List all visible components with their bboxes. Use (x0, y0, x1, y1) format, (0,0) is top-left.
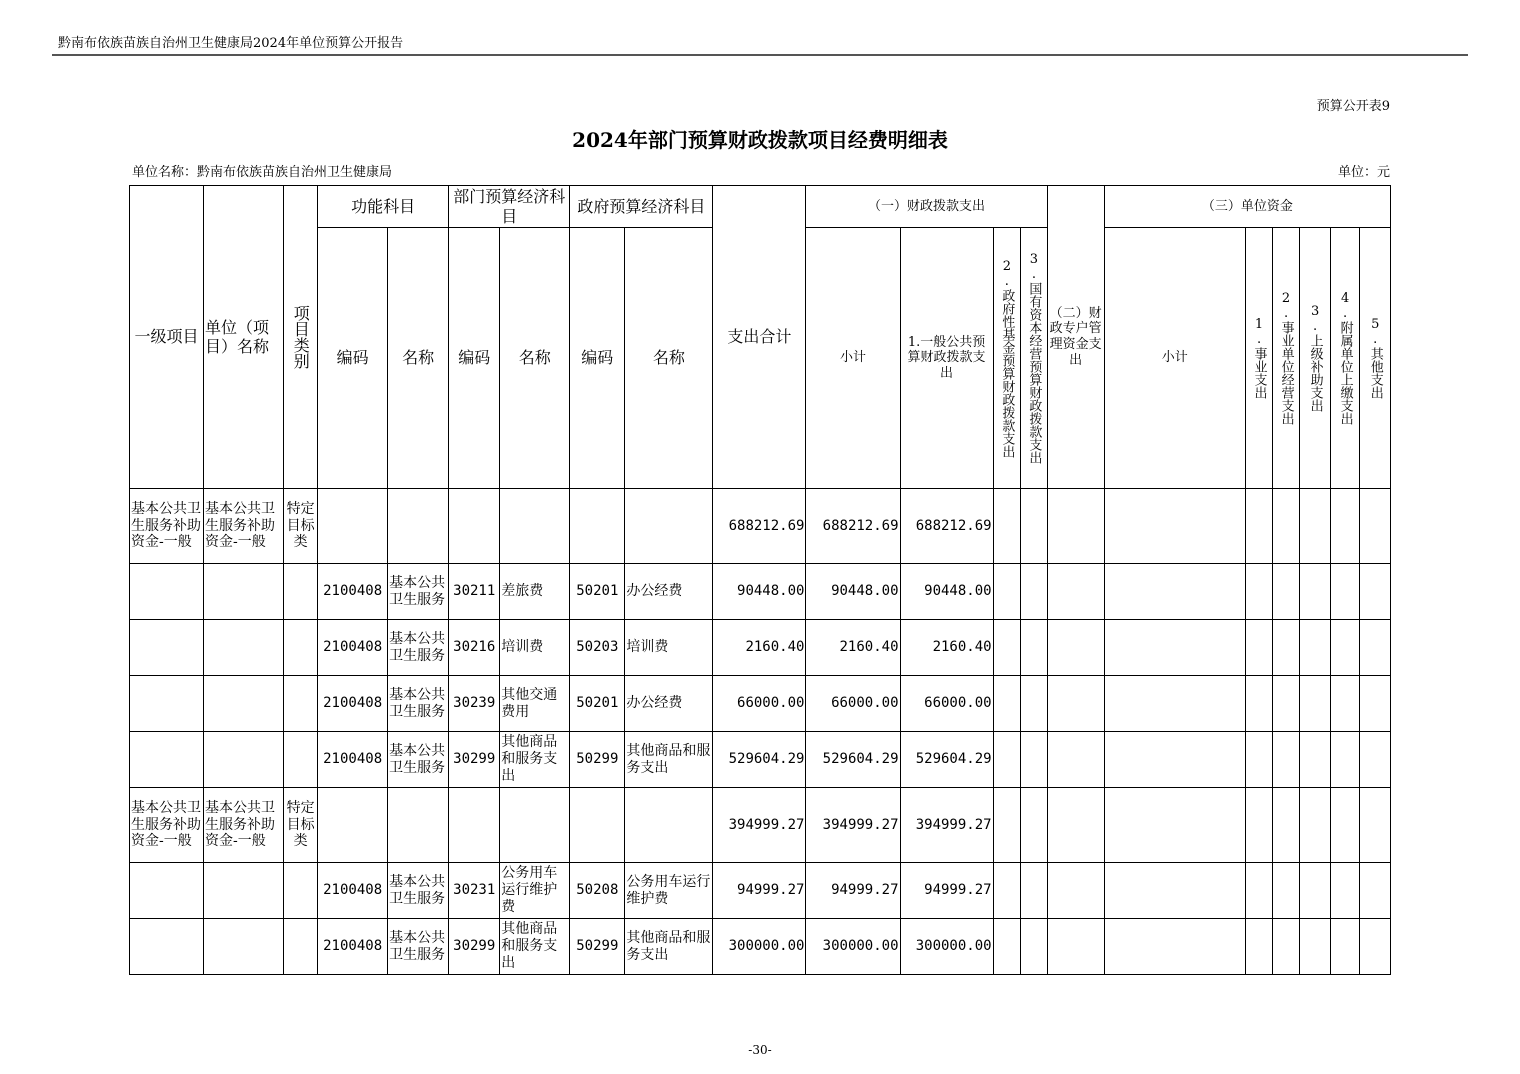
col-operation (1272, 228, 1299, 489)
cell-empty (1299, 919, 1330, 975)
header-divider (52, 54, 1468, 56)
cell-gov-code (570, 788, 625, 863)
table-row (130, 732, 1391, 788)
cell-empty (1359, 489, 1390, 564)
cell-empty (1359, 919, 1390, 975)
table-row (130, 676, 1391, 732)
cell-level1 (130, 676, 204, 732)
cell-empty (1359, 732, 1390, 788)
cell-empty (1047, 620, 1104, 676)
cell-func-code: 2100408 (318, 863, 388, 919)
cell-empty (993, 489, 1020, 564)
cell-general: 90448.00 (900, 564, 993, 620)
cell-func-code (318, 489, 388, 564)
cell-dept-name (500, 788, 570, 863)
col-func-name: 名称 (388, 228, 449, 489)
cell-general: 688212.69 (900, 489, 993, 564)
col-special: （二）财政专户管理资金支出 (1047, 186, 1104, 489)
col-gov-code: 编码 (570, 228, 625, 489)
cell-dept-name (500, 489, 570, 564)
cell-empty (1245, 564, 1272, 620)
cell-dept-code: 30231 (449, 863, 500, 919)
cell-total: 529604.29 (713, 732, 806, 788)
cell-empty (1299, 863, 1330, 919)
cell-dept-code: 30216 (449, 620, 500, 676)
cell-empty (1020, 732, 1047, 788)
col-project-type-text: 项目类别 (291, 305, 311, 369)
cell-func-name: 基本公共卫生服务 (388, 676, 449, 732)
cell-empty (1330, 788, 1359, 863)
cell-empty (1299, 788, 1330, 863)
col-gov-econ: 政府预算经济科目 (570, 186, 713, 228)
col-unit-funds: （三）单位资金 (1104, 186, 1390, 228)
cell-gov-code: 50201 (570, 564, 625, 620)
cell-empty (1272, 620, 1299, 676)
cell-type (284, 676, 318, 732)
cell-unit-project: 基本公共卫生服务补助资金-一般 (204, 788, 284, 863)
cell-gov-name: 其他商品和服务支出 (625, 732, 713, 788)
col-other (1359, 228, 1390, 489)
cell-gov-name: 培训费 (625, 620, 713, 676)
cell-general: 2160.40 (900, 620, 993, 676)
cell-empty (1272, 489, 1299, 564)
cell-unit-project (204, 620, 284, 676)
cell-subtotal: 2160.40 (806, 620, 900, 676)
cell-empty (1104, 676, 1245, 732)
col-dept-code: 编码 (449, 228, 500, 489)
cell-general: 66000.00 (900, 676, 993, 732)
cell-empty (1047, 732, 1104, 788)
cell-empty (1020, 564, 1047, 620)
cell-gov-code (570, 489, 625, 564)
col-gov-fund-text: 2.政府性基金预算财政拨款支出 (999, 258, 1015, 458)
table-row (130, 863, 1391, 919)
cell-level1: 基本公共卫生服务补助资金-一般 (130, 489, 204, 564)
cell-empty (1047, 489, 1104, 564)
cell-total: 2160.40 (713, 620, 806, 676)
cell-func-name (388, 489, 449, 564)
unit-name: 单位名称：黔南布依族苗族自治州卫生健康局 (132, 165, 393, 180)
cell-total: 94999.27 (713, 863, 806, 919)
cell-type: 特定目标类 (284, 489, 318, 564)
cell-type (284, 732, 318, 788)
cell-empty (1359, 788, 1390, 863)
col-func-code: 编码 (318, 228, 388, 489)
cell-empty (1020, 676, 1047, 732)
cell-empty (1245, 788, 1272, 863)
page-number: -30- (748, 1043, 772, 1057)
currency-unit: 单位：元 (1337, 165, 1390, 180)
cell-empty (1272, 676, 1299, 732)
cell-empty (993, 620, 1020, 676)
col-level1: 一级项目 (130, 186, 204, 489)
cell-empty (1359, 676, 1390, 732)
cell-gov-name: 其他商品和服务支出 (625, 919, 713, 975)
cell-empty (1047, 564, 1104, 620)
cell-type (284, 863, 318, 919)
col-subsidy-text: 3.上级补助支出 (1307, 304, 1323, 412)
cell-total: 394999.27 (713, 788, 806, 863)
cell-gov-code: 50203 (570, 620, 625, 676)
cell-empty (1245, 489, 1272, 564)
table-row (130, 788, 1391, 863)
col-operation-text: 2.事业单位经营支出 (1278, 291, 1294, 425)
cell-type (284, 919, 318, 975)
cell-gov-code: 50299 (570, 919, 625, 975)
col-total: 支出合计 (713, 186, 806, 489)
cell-empty (1104, 564, 1245, 620)
cell-empty (1299, 620, 1330, 676)
table-row (130, 919, 1391, 975)
cell-empty (1359, 863, 1390, 919)
cell-general: 529604.29 (900, 732, 993, 788)
cell-dept-name: 其他商品和服务支出 (500, 732, 570, 788)
page-title: 2024年部门预算财政拨款项目经费明细表 (572, 128, 948, 152)
cell-level1 (130, 620, 204, 676)
cell-func-name: 基本公共卫生服务 (388, 732, 449, 788)
col-business-text: 1.事业支出 (1251, 317, 1267, 399)
col-other-text: 5.其他支出 (1367, 317, 1383, 399)
cell-subtotal: 300000.00 (806, 919, 900, 975)
cell-unit-project: 基本公共卫生服务补助资金-一般 (204, 489, 284, 564)
cell-dept-code (449, 489, 500, 564)
col-dept-name: 名称 (500, 228, 570, 489)
cell-empty (1359, 564, 1390, 620)
cell-empty (1020, 489, 1047, 564)
col-dept-econ: 部门预算经济科目 (449, 186, 570, 228)
cell-func-code: 2100408 (318, 732, 388, 788)
cell-empty (1245, 732, 1272, 788)
col-fiscal: （一）财政拨款支出 (806, 186, 1047, 228)
cell-empty (993, 863, 1020, 919)
cell-empty (1330, 863, 1359, 919)
cell-subtotal: 688212.69 (806, 489, 900, 564)
col-affiliated-text: 4.附属单位上缴支出 (1337, 291, 1353, 425)
cell-empty (1299, 732, 1330, 788)
form-number: 预算公开表9 (1316, 99, 1390, 114)
cell-func-name: 基本公共卫生服务 (388, 863, 449, 919)
col-fiscal-subtotal: 小计 (806, 228, 900, 489)
cell-empty (1104, 489, 1245, 564)
cell-unit-project (204, 863, 284, 919)
header-row-1 (130, 186, 1391, 228)
cell-unit-project (204, 676, 284, 732)
col-state-capital-text: 3.国有资本经营预算财政拨款支出 (1026, 252, 1042, 464)
col-subsidy (1299, 228, 1330, 489)
cell-dept-name: 其他商品和服务支出 (500, 919, 570, 975)
cell-empty (1047, 676, 1104, 732)
cell-gov-name (625, 788, 713, 863)
cell-empty (1330, 620, 1359, 676)
cell-empty (1104, 919, 1245, 975)
cell-func-name: 基本公共卫生服务 (388, 620, 449, 676)
cell-empty (1330, 919, 1359, 975)
cell-empty (1104, 788, 1245, 863)
cell-subtotal: 66000.00 (806, 676, 900, 732)
cell-gov-code: 50201 (570, 676, 625, 732)
cell-gov-name: 办公经费 (625, 564, 713, 620)
cell-empty (1047, 788, 1104, 863)
cell-empty (1299, 564, 1330, 620)
cell-empty (1299, 489, 1330, 564)
col-affiliated (1330, 228, 1359, 489)
cell-level1 (130, 732, 204, 788)
cell-func-name: 基本公共卫生服务 (388, 919, 449, 975)
cell-func-code: 2100408 (318, 676, 388, 732)
cell-empty (1245, 676, 1272, 732)
cell-general: 94999.27 (900, 863, 993, 919)
cell-level1 (130, 564, 204, 620)
cell-empty (1104, 863, 1245, 919)
cell-dept-code: 30299 (449, 919, 500, 975)
cell-gov-name: 办公经费 (625, 676, 713, 732)
cell-gov-code: 50208 (570, 863, 625, 919)
cell-dept-name: 其他交通费用 (500, 676, 570, 732)
cell-type: 特定目标类 (284, 788, 318, 863)
budget-table (129, 185, 1391, 975)
cell-empty (1272, 564, 1299, 620)
col-unit-subtotal: 小计 (1104, 228, 1245, 489)
cell-empty (1020, 863, 1047, 919)
cell-empty (1272, 732, 1299, 788)
cell-unit-project (204, 919, 284, 975)
cell-level1 (130, 863, 204, 919)
cell-empty (1020, 919, 1047, 975)
cell-dept-name: 培训费 (500, 620, 570, 676)
cell-general: 394999.27 (900, 788, 993, 863)
col-gov-fund (993, 228, 1020, 489)
cell-dept-code (449, 788, 500, 863)
cell-total: 90448.00 (713, 564, 806, 620)
cell-type (284, 620, 318, 676)
cell-dept-code: 30299 (449, 732, 500, 788)
col-state-capital (1020, 228, 1047, 489)
cell-dept-code: 30239 (449, 676, 500, 732)
cell-func-name: 基本公共卫生服务 (388, 564, 449, 620)
cell-subtotal: 90448.00 (806, 564, 900, 620)
cell-empty (1245, 919, 1272, 975)
cell-empty (1104, 620, 1245, 676)
cell-subtotal: 94999.27 (806, 863, 900, 919)
cell-empty (1330, 732, 1359, 788)
col-func: 功能科目 (318, 186, 449, 228)
cell-total: 300000.00 (713, 919, 806, 975)
cell-total: 688212.69 (713, 489, 806, 564)
cell-empty (1299, 676, 1330, 732)
cell-gov-name (625, 489, 713, 564)
cell-func-code: 2100408 (318, 620, 388, 676)
cell-level1 (130, 919, 204, 975)
cell-empty (1272, 788, 1299, 863)
cell-empty (1330, 489, 1359, 564)
cell-gov-name: 公务用车运行维护费 (625, 863, 713, 919)
col-gov-name: 名称 (625, 228, 713, 489)
report-header: 黔南布依族苗族自治州卫生健康局2024年单位预算公开报告 (58, 36, 404, 51)
cell-empty (993, 788, 1020, 863)
cell-unit-project (204, 564, 284, 620)
col-project-type (284, 186, 318, 489)
cell-func-code (318, 788, 388, 863)
cell-func-code: 2100408 (318, 919, 388, 975)
cell-empty (1330, 564, 1359, 620)
cell-empty (1020, 620, 1047, 676)
cell-empty (1020, 788, 1047, 863)
cell-type (284, 564, 318, 620)
col-general: 1.一般公共预算财政拨款支出 (900, 228, 993, 489)
cell-empty (1245, 863, 1272, 919)
cell-empty (993, 919, 1020, 975)
cell-dept-name: 公务用车运行维护费 (500, 863, 570, 919)
cell-empty (1245, 620, 1272, 676)
cell-subtotal: 394999.27 (806, 788, 900, 863)
cell-subtotal: 529604.29 (806, 732, 900, 788)
cell-empty (1272, 919, 1299, 975)
cell-empty (993, 676, 1020, 732)
cell-general: 300000.00 (900, 919, 993, 975)
table-row (130, 489, 1391, 564)
table-row (130, 564, 1391, 620)
cell-empty (1359, 620, 1390, 676)
table-row (130, 620, 1391, 676)
cell-empty (1272, 863, 1299, 919)
cell-empty (1047, 919, 1104, 975)
cell-func-code: 2100408 (318, 564, 388, 620)
cell-unit-project (204, 732, 284, 788)
cell-dept-name: 差旅费 (500, 564, 570, 620)
cell-empty (1047, 863, 1104, 919)
cell-empty (1104, 732, 1245, 788)
cell-empty (993, 564, 1020, 620)
col-business (1245, 228, 1272, 489)
cell-level1: 基本公共卫生服务补助资金-一般 (130, 788, 204, 863)
cell-dept-code: 30211 (449, 564, 500, 620)
cell-total: 66000.00 (713, 676, 806, 732)
cell-empty (993, 732, 1020, 788)
cell-gov-code: 50299 (570, 732, 625, 788)
table-body (130, 186, 1391, 975)
col-unit-project: 单位（项目）名称 (204, 186, 284, 489)
cell-empty (1330, 676, 1359, 732)
cell-func-name (388, 788, 449, 863)
